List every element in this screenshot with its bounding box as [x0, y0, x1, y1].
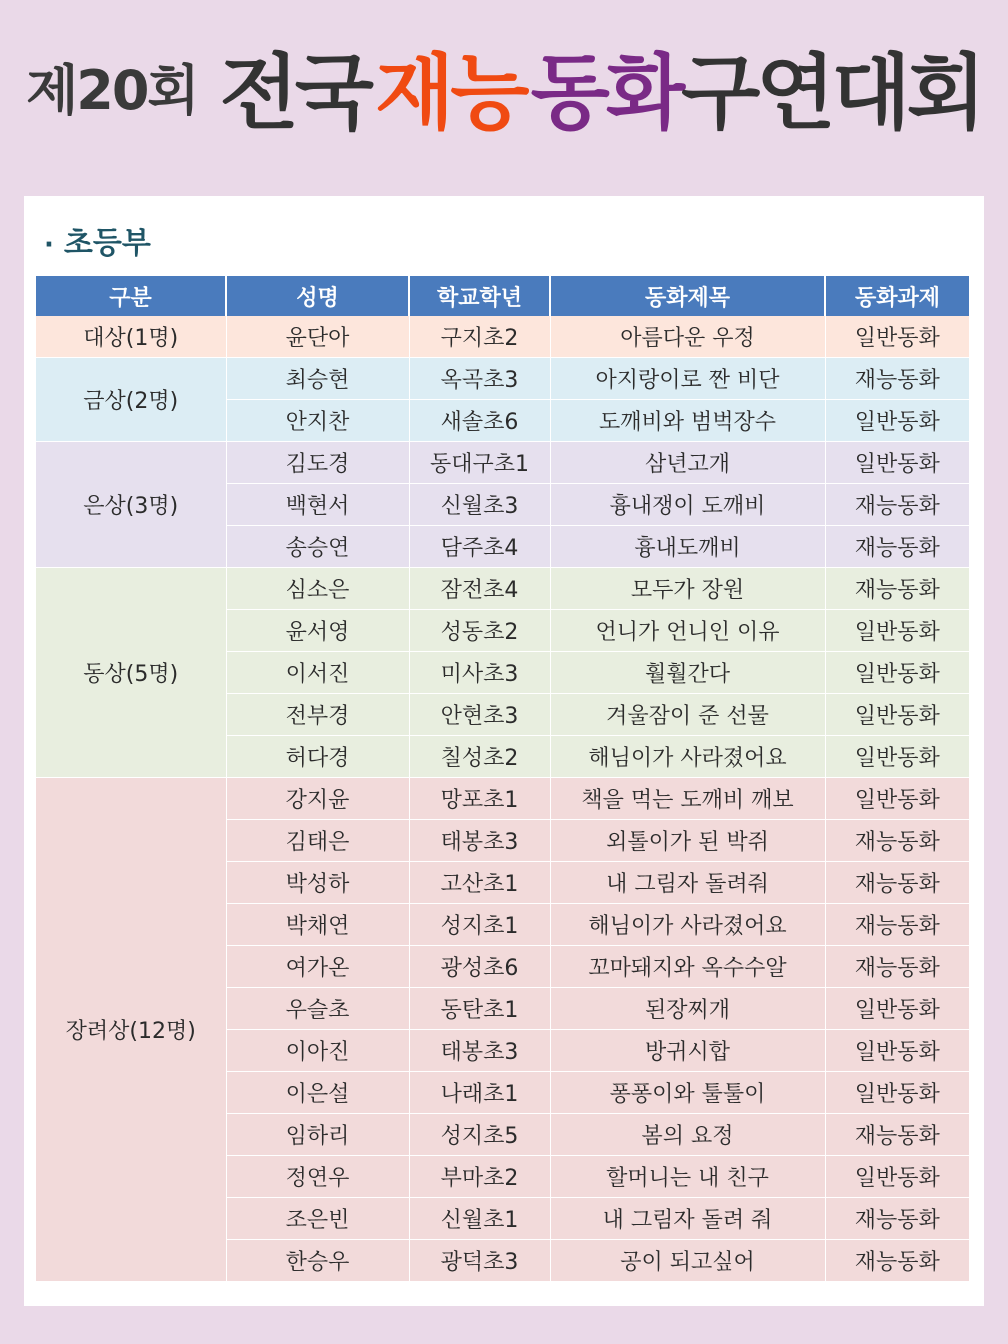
story-task-cell: 재능동화	[825, 820, 969, 862]
name-cell: 최승현	[226, 358, 409, 400]
story-title-cell: 된장찌개	[550, 988, 825, 1030]
name-cell: 박성하	[226, 862, 409, 904]
story-title-cell: 해님이가 사라졌어요	[550, 736, 825, 778]
header-name: 성명	[226, 276, 409, 316]
story-title-cell: 할머니는 내 친구	[550, 1156, 825, 1198]
story-task-cell: 일반동화	[825, 1030, 969, 1072]
story-title-cell: 방귀시합	[550, 1030, 825, 1072]
name-cell: 김태은	[226, 820, 409, 862]
name-cell: 박채연	[226, 904, 409, 946]
name-cell: 여가온	[226, 946, 409, 988]
story-title-cell: 아름다운 우정	[550, 316, 825, 358]
school-grade-cell: 칠성초2	[409, 736, 550, 778]
story-task-cell: 재능동화	[825, 946, 969, 988]
table-row	[36, 568, 969, 610]
name-cell: 이아진	[226, 1030, 409, 1072]
name-cell: 우슬초	[226, 988, 409, 1030]
story-title-cell: 공이 되고싶어	[550, 1240, 825, 1282]
school-grade-cell: 망포초1	[409, 778, 550, 820]
story-task-cell: 일반동화	[825, 694, 969, 736]
school-grade-cell: 광성초6	[409, 946, 550, 988]
section-label: 초등부	[63, 226, 151, 261]
story-task-cell: 일반동화	[825, 736, 969, 778]
school-grade-cell: 성지초1	[409, 904, 550, 946]
school-grade-cell: 태봉초3	[409, 1030, 550, 1072]
story-title-cell: 해님이가 사라졌어요	[550, 904, 825, 946]
name-cell: 백현서	[226, 484, 409, 526]
table-row	[36, 442, 969, 484]
story-title-cell: 도깨비와 범벅장수	[550, 400, 825, 442]
story-title-cell: 봄의 요정	[550, 1114, 825, 1156]
table-row	[36, 778, 969, 820]
results-table	[36, 276, 969, 1282]
story-task-cell: 재능동화	[825, 1114, 969, 1156]
school-grade-cell: 동탄초1	[409, 988, 550, 1030]
story-task-cell: 재능동화	[825, 904, 969, 946]
story-task-cell: 재능동화	[825, 862, 969, 904]
name-cell: 임하리	[226, 1114, 409, 1156]
story-task-cell: 일반동화	[825, 610, 969, 652]
award-category-cell: 금상(2명)	[36, 358, 226, 442]
story-title-cell: 모두가 장원	[550, 568, 825, 610]
school-grade-cell: 옥곡초3	[409, 358, 550, 400]
title-round: 제20회	[26, 59, 198, 122]
story-title-cell: 내 그림자 돌려줘	[550, 862, 825, 904]
table-body	[36, 316, 969, 1282]
story-task-cell: 일반동화	[825, 1072, 969, 1114]
story-title-cell: 책을 먹는 도깨비 깨보	[550, 778, 825, 820]
name-cell: 이은설	[226, 1072, 409, 1114]
school-grade-cell: 신월초1	[409, 1198, 550, 1240]
name-cell: 전부경	[226, 694, 409, 736]
story-title-cell: 겨울잠이 준 선물	[550, 694, 825, 736]
school-grade-cell: 새솔초6	[409, 400, 550, 442]
school-grade-cell: 성동초2	[409, 610, 550, 652]
story-task-cell: 일반동화	[825, 442, 969, 484]
school-grade-cell: 고산초1	[409, 862, 550, 904]
story-task-cell: 일반동화	[825, 988, 969, 1030]
school-grade-cell: 부마초2	[409, 1156, 550, 1198]
name-cell: 허다경	[226, 736, 409, 778]
table-row	[36, 358, 969, 400]
school-grade-cell: 신월초3	[409, 484, 550, 526]
school-grade-cell: 담주초4	[409, 526, 550, 568]
header-category: 구분	[36, 276, 226, 316]
name-cell: 윤서영	[226, 610, 409, 652]
story-title-cell: 삼년고개	[550, 442, 825, 484]
story-title-cell: 꼬마돼지와 옥수수알	[550, 946, 825, 988]
table-row	[36, 316, 969, 358]
name-cell: 윤단아	[226, 316, 409, 358]
story-title-cell: 훨훨간다	[550, 652, 825, 694]
table-header-row	[36, 276, 969, 316]
school-grade-cell: 구지초2	[409, 316, 550, 358]
story-title-cell: 아지랑이로 짠 비단	[550, 358, 825, 400]
story-task-cell: 일반동화	[825, 400, 969, 442]
story-task-cell: 재능동화	[825, 484, 969, 526]
award-category-cell: 은상(3명)	[36, 442, 226, 568]
name-cell: 송승연	[226, 526, 409, 568]
name-cell: 안지찬	[226, 400, 409, 442]
story-task-cell: 재능동화	[825, 1240, 969, 1282]
school-grade-cell: 광덕초3	[409, 1240, 550, 1282]
school-grade-cell: 동대구초1	[409, 442, 550, 484]
name-cell: 정연우	[226, 1156, 409, 1198]
award-category-cell: 장려상(12명)	[36, 778, 226, 1282]
name-cell: 김도경	[226, 442, 409, 484]
story-title-cell: 언니가 언니인 이유	[550, 610, 825, 652]
story-task-cell: 일반동화	[825, 652, 969, 694]
name-cell: 이서진	[226, 652, 409, 694]
story-task-cell: 일반동화	[825, 1156, 969, 1198]
award-category-cell: 동상(5명)	[36, 568, 226, 778]
school-grade-cell: 나래초1	[409, 1072, 550, 1114]
name-cell: 한승우	[226, 1240, 409, 1282]
story-task-cell: 재능동화	[825, 568, 969, 610]
title-part-3: 동화	[530, 46, 682, 141]
story-task-cell: 재능동화	[825, 526, 969, 568]
story-title-cell: 외톨이가 된 박쥐	[550, 820, 825, 862]
story-title-cell: 퐁퐁이와 툴툴이	[550, 1072, 825, 1114]
story-task-cell: 재능동화	[825, 1198, 969, 1240]
name-cell: 심소은	[226, 568, 409, 610]
name-cell: 강지윤	[226, 778, 409, 820]
story-task-cell: 일반동화	[825, 778, 969, 820]
award-category-cell: 대상(1명)	[36, 316, 226, 358]
school-grade-cell: 성지초5	[409, 1114, 550, 1156]
header-story-title: 동화제목	[550, 276, 825, 316]
name-cell: 조은빈	[226, 1198, 409, 1240]
section-heading	[44, 218, 151, 262]
story-task-cell: 일반동화	[825, 316, 969, 358]
school-grade-cell: 잠전초4	[409, 568, 550, 610]
title-part-2: 재능	[375, 46, 526, 141]
story-task-cell: 재능동화	[825, 358, 969, 400]
event-title	[0, 28, 1008, 168]
title-part-4: 구연대회	[681, 46, 982, 141]
header-story-task: 동화과제	[825, 276, 969, 316]
header-school-grade: 학교학년	[409, 276, 550, 316]
section-bullet: ·	[44, 230, 54, 260]
school-grade-cell: 태봉초3	[409, 820, 550, 862]
story-title-cell: 내 그림자 돌려 줘	[550, 1198, 825, 1240]
school-grade-cell: 미사초3	[409, 652, 550, 694]
title-part-1: 전국	[219, 46, 370, 141]
story-title-cell: 흉내도깨비	[550, 526, 825, 568]
school-grade-cell: 안현초3	[409, 694, 550, 736]
story-title-cell: 흉내쟁이 도깨비	[550, 484, 825, 526]
